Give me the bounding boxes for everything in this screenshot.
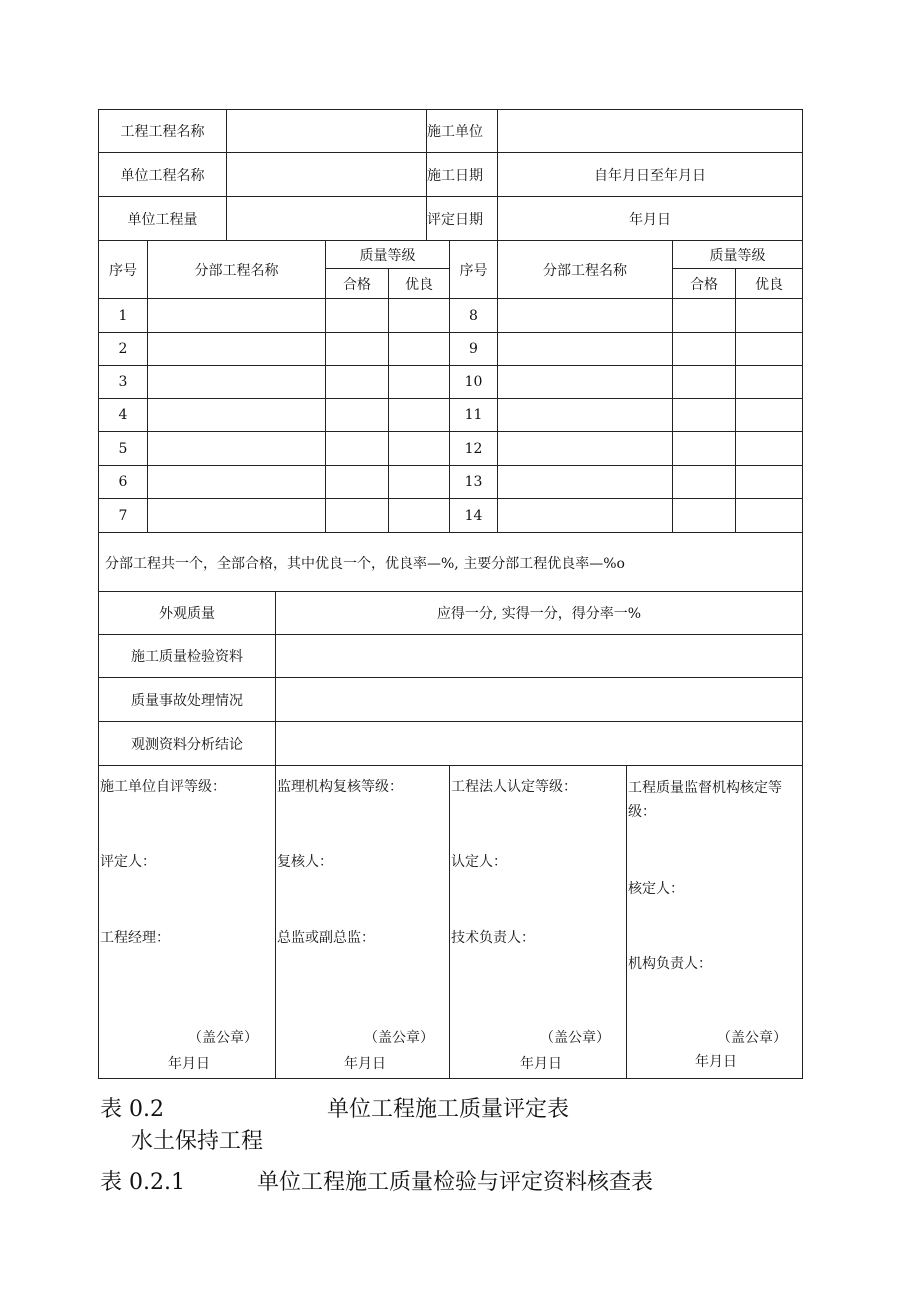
technical-lead-label: 技术负责人： <box>451 930 535 946</box>
legal-person-confirm-title: 工程法人认定等级： <box>451 779 577 795</box>
project-manager-label: 工程经理： <box>100 930 170 946</box>
evaluation-date-label: 评定日期 <box>427 211 483 228</box>
table-line <box>449 765 450 1078</box>
pass-header-right: 合格 <box>690 276 718 293</box>
row-number: 13 <box>464 474 483 490</box>
agency-head-label: 机构负责人： <box>628 956 712 972</box>
excellent-header-right: 优良 <box>755 276 783 293</box>
row-number: 10 <box>464 374 483 390</box>
row-number: 9 <box>469 341 478 357</box>
row-number: 6 <box>118 474 128 490</box>
table-border-bottom <box>98 1078 803 1079</box>
date-label: 年月日 <box>344 1056 386 1072</box>
seal-label: （盖公章） <box>717 1030 787 1046</box>
appearance-quality-value[interactable]: 应得一分, 实得一分，得分率一% <box>436 606 642 622</box>
project-name-label: 工程工程名称 <box>120 124 205 140</box>
observation-conclusion-field[interactable] <box>276 722 802 765</box>
row-number: 8 <box>469 307 478 324</box>
table-line <box>388 268 389 532</box>
seal-label: （盖公章） <box>540 1030 610 1046</box>
excellent-header-left: 优良 <box>405 276 433 293</box>
table-line <box>626 765 627 1078</box>
accident-handling-label: 质量事故处理情况 <box>131 692 243 709</box>
self-evaluation-title: 施工单位自评等级： <box>100 779 226 795</box>
pass-header-left: 合格 <box>343 276 371 293</box>
construction-date-value[interactable]: 自年月日至年月日 <box>594 167 706 184</box>
construction-unit-field[interactable] <box>498 110 802 152</box>
table-line <box>735 268 736 532</box>
seq-header-left: 序号 <box>109 262 137 279</box>
confirmer-label: 认定人： <box>451 854 507 870</box>
inspection-data-label: 施工质量检验资料 <box>131 649 243 665</box>
row-number: 5 <box>118 440 128 457</box>
table-title-0-2: 单位工程施工质量评定表 <box>327 1097 570 1122</box>
construction-unit-label: 施工单位 <box>427 124 483 140</box>
date-label: 年月日 <box>168 1056 210 1072</box>
observation-conclusion-label: 观测资料分析结论 <box>131 736 243 753</box>
unit-project-name-label: 单位工程名称 <box>120 167 205 184</box>
row-number: 2 <box>118 341 128 357</box>
table-line <box>98 765 803 766</box>
table-number-0-2-1: 表 0.2.1 <box>100 1170 185 1195</box>
quality-grade-header-right: 质量等级 <box>709 247 766 264</box>
row-number: 7 <box>118 507 128 524</box>
unit-quantity-label: 单位工程量 <box>127 211 198 228</box>
appearance-quality-label: 外观质量 <box>159 606 215 622</box>
seal-label: （盖公章） <box>188 1030 258 1046</box>
construction-date-label: 施工日期 <box>427 167 483 184</box>
seal-label: （盖公章） <box>364 1030 434 1046</box>
table-line <box>98 532 803 533</box>
subproject-header-left: 分部工程名称 <box>194 262 279 279</box>
date-label: 年月日 <box>695 1054 737 1070</box>
row-number: 4 <box>118 407 128 423</box>
row-number: 11 <box>464 407 483 423</box>
project-name-field[interactable] <box>227 110 426 152</box>
inspection-data-field[interactable] <box>276 635 802 677</box>
table-number-0-2: 表 0.2 <box>100 1097 164 1122</box>
quality-grade-header-left: 质量等级 <box>359 247 416 264</box>
table-subtitle: 水土保持工程 <box>131 1129 264 1154</box>
supervision-review-title: 监理机构复核等级： <box>277 779 403 795</box>
summary-text: 分部工程共一个，全部合格，其中优良一个，优良率—%, 主要分部工程优良率—%o <box>105 556 625 572</box>
unit-project-name-field[interactable] <box>227 153 426 196</box>
table-border-right <box>802 109 803 1079</box>
chief-supervisor-label: 总监或副总监： <box>277 930 375 946</box>
evaluation-date-value[interactable]: 年月日 <box>629 211 671 228</box>
row-number: 1 <box>118 307 128 324</box>
date-label: 年月日 <box>520 1056 562 1072</box>
row-number: 12 <box>464 440 483 457</box>
unit-quantity-field[interactable] <box>227 197 426 240</box>
reviewer-label: 复核人： <box>277 854 333 870</box>
evaluator-label: 评定人： <box>100 854 156 870</box>
row-number: 3 <box>118 374 128 390</box>
verifier-label: 核定人： <box>628 881 684 897</box>
supervision-agency-verify-title: 工程质量监督机构核定等级： <box>628 780 782 820</box>
row-number: 14 <box>464 507 483 524</box>
table-title-0-2-1: 单位工程施工质量检验与评定资料核查表 <box>257 1170 654 1195</box>
accident-handling-field[interactable] <box>276 678 802 721</box>
seq-header-right: 序号 <box>459 262 488 279</box>
subproject-header-right: 分部工程名称 <box>543 262 627 279</box>
